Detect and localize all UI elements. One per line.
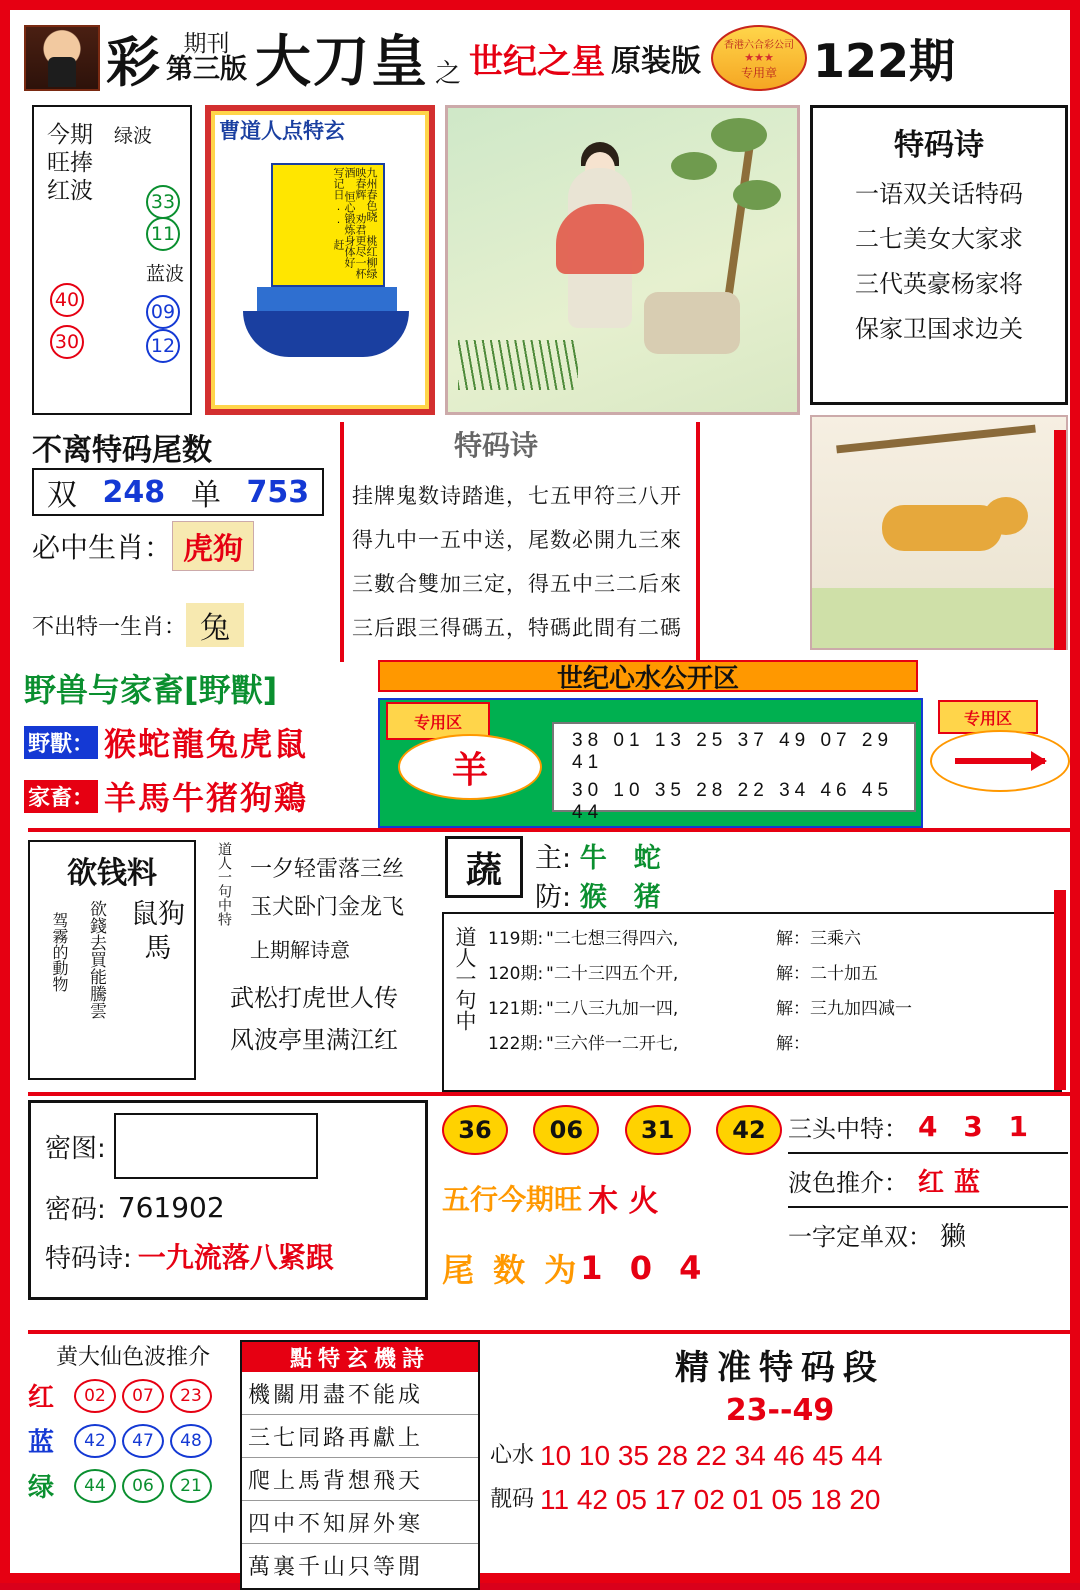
left-stats-title: 今期旺捧红波 [47, 122, 93, 204]
daoren-poem-side: 道人一句中特 [216, 842, 232, 926]
single-value: 753 [246, 474, 310, 510]
secret-box [28, 1100, 428, 1300]
sail-text: 九州春色晓 桃红柳绿映春辉 劝君更尽一杯酒 恒心锻炼身体好 写记日.. 赶 [332, 167, 378, 279]
dianshi-header [242, 1342, 478, 1372]
stamp-stars: ★★★ [744, 50, 774, 64]
beast-title: 野兽与家畜[野獸] [24, 671, 278, 709]
table-row [488, 1029, 1058, 1054]
row-text: "二十三四五个开, [546, 964, 679, 984]
dianshi-line: 爬上馬背想飛天 [242, 1458, 478, 1501]
series-title: 世纪之星 [469, 41, 606, 82]
color-label-red: 红 [28, 1383, 55, 1413]
jingzhun-range: 23--49 [725, 1393, 835, 1428]
jingzhun-title: 精准特码段 [675, 1348, 885, 1388]
money-main-value: 鼠狗馬 [131, 899, 185, 964]
open-numbers-row1: 38 01 13 25 37 49 07 29 41 [572, 730, 894, 773]
color-row-red [28, 1377, 238, 1414]
tiger-illustration [810, 415, 1068, 650]
previous-explain-label: 上期解诗意 [250, 938, 350, 962]
jingzhun-row-1 [490, 1440, 1070, 1472]
row-answer: 解：二十加五 [776, 964, 878, 984]
special-code-poem-box [810, 105, 1068, 405]
poem-line: 三代英豪杨家将 [855, 270, 1023, 298]
jingzhun-row-2 [490, 1484, 1070, 1516]
arrow-icon [955, 758, 1045, 764]
stamp-top-text: 香港六合彩公司 [724, 39, 795, 51]
money-side-left: 驾霧的動物 [50, 912, 69, 992]
money-title: 欲钱料 [67, 856, 157, 891]
color-number: 21 [170, 1469, 212, 1503]
table-row [488, 994, 1058, 1019]
color-number: 06 [122, 1469, 164, 1503]
row-issue: 119期: [488, 929, 544, 949]
excluded-value: 兔 [186, 603, 244, 647]
dianshi-title: 點特玄機詩 [289, 1346, 430, 1372]
daoren-history-box [442, 912, 1062, 1092]
zhu-label: 主: [535, 843, 572, 874]
issue-label [166, 33, 247, 83]
row-issue: 121期: [488, 999, 544, 1019]
lucky-ball: 31 [625, 1105, 691, 1155]
color-label-green: 绿 [28, 1473, 55, 1503]
left-flag: 专用区 [386, 702, 490, 740]
green-wave-label: 绿波 [114, 125, 153, 147]
zhu-value: 牛 蛇 [579, 843, 661, 874]
tail-number-value: 1 0 4 [580, 1249, 710, 1287]
divider [28, 828, 1070, 832]
poem-line: 二七美女大家求 [855, 225, 1023, 253]
stamp-bottom-text: 专用章 [741, 65, 778, 80]
main-title: 大刀皇 [255, 30, 429, 95]
tail-number-row [442, 1238, 782, 1298]
blue-number: 09 [146, 295, 180, 329]
leaf-shape [671, 152, 717, 180]
row-issue: 122期: [488, 1034, 544, 1054]
poem-line: 一语双关话特码 [855, 180, 1023, 208]
secret-code-label: 密码: [45, 1195, 106, 1225]
poem-line: 保家卫国求边关 [855, 315, 1023, 343]
daoren-poem-line3: 武松打虎世人传 [230, 984, 398, 1012]
boat-illustration [205, 105, 435, 415]
zodiac-oval-value: 羊 [451, 749, 488, 791]
color-number: 42 [74, 1424, 116, 1458]
daoren-poem-line2: 玉犬卧门金龙飞 [250, 895, 405, 920]
bose-row [788, 1154, 1068, 1208]
row-answer: 解：三乘六 [776, 929, 861, 949]
row-answer: 解：三九加四减一 [776, 999, 912, 1019]
color-row-blue [28, 1422, 238, 1459]
santou-row [788, 1100, 1068, 1154]
secret-image-row [45, 1113, 425, 1179]
blue-number: 12 [146, 329, 180, 363]
daoren-poem-box [210, 838, 438, 1088]
row-text: "二七想三得四六, [546, 929, 679, 949]
color-row-green [28, 1467, 238, 1504]
color-number: 07 [122, 1379, 164, 1413]
red-number: 30 [50, 325, 84, 359]
tail-title-row [32, 425, 332, 468]
dianshi-line: 萬裏千山只等閒 [248, 1554, 424, 1580]
fang-value: 猴 猪 [579, 882, 661, 913]
issue-label-bottom: 第三版 [166, 54, 247, 85]
color-number: 47 [122, 1424, 164, 1458]
shu-char: 蔬 [465, 849, 502, 891]
middle-poem-box [340, 422, 700, 662]
secret-image [114, 1113, 318, 1179]
dianshi-line: 四中不知屏外寒 [242, 1501, 478, 1544]
arrow-oval [930, 730, 1070, 792]
fang-row [535, 875, 835, 914]
double-value: 248 [102, 474, 166, 510]
middle-poem-line: 挂牌鬼数诗踏進，七五甲符三八开 [352, 484, 682, 508]
jingzhun-box [490, 1340, 1070, 1590]
lucky-balls-row [442, 1100, 782, 1160]
jingzhun-row2-numbers: 11 42 05 17 02 01 05 18 20 [540, 1484, 881, 1515]
bose-red: 红 [918, 1167, 945, 1198]
shu-char-box [445, 836, 523, 898]
santou-label: 三头中特： [788, 1114, 908, 1143]
money-side-mid: 欲錢去買能騰雲 [86, 900, 106, 1019]
leaf-shape [711, 118, 767, 152]
santou-value: 4 3 1 [918, 1109, 1036, 1143]
daoren-poem-line4: 风波亭里满江红 [230, 1026, 398, 1054]
open-area-panel [378, 698, 923, 828]
tail-values-box [32, 468, 324, 516]
lucky-ball: 36 [442, 1105, 508, 1155]
shawl-shape [556, 204, 644, 274]
must-hit-zodiac-row [32, 515, 332, 577]
issue-label-top: 期刊 [183, 31, 230, 57]
open-area-band [378, 660, 918, 692]
divider [28, 1330, 1070, 1334]
secret-poem-label: 特码诗: [45, 1243, 132, 1274]
leaf-shape [733, 180, 781, 210]
wuxing-value: 木 火 [588, 1184, 659, 1219]
dianshi-box [240, 1340, 480, 1590]
domestic-beast-row [24, 773, 376, 819]
red-number: 40 [50, 283, 84, 317]
page-header [20, 18, 1080, 98]
portrait-photo [24, 25, 100, 91]
dianshi-line: 機關用盡不能成 [242, 1372, 478, 1415]
bose-label: 波色推介： [788, 1168, 908, 1197]
green-number: 33 [146, 185, 180, 219]
middle-poem-line: 三后跟三得碼五，特碼此間有二碼 [352, 616, 682, 640]
dianshi-line: 三七同路再獻上 [242, 1415, 478, 1458]
huangdaxian-title: 黄大仙色波推介 [55, 1345, 210, 1370]
branch-shape [836, 425, 1036, 454]
tail-title: 不离特码尾数 [32, 433, 212, 468]
wild-beast-row [24, 719, 376, 765]
jingzhun-row2-label: 靓码 [490, 1487, 535, 1512]
domestic-beast-tag: 家畜： [24, 780, 98, 813]
table-row [488, 924, 1058, 949]
boat-hull [243, 311, 409, 357]
color-number: 48 [170, 1424, 212, 1458]
official-stamp-icon [711, 25, 807, 91]
daoren-history-side: 道人一句中 [453, 926, 477, 1031]
divider [1054, 890, 1066, 1090]
color-number: 44 [74, 1469, 116, 1503]
bose-blue: 蓝 [954, 1167, 981, 1198]
color-number: 02 [74, 1379, 116, 1413]
yizi-value: 獭 [940, 1221, 967, 1252]
divider [1054, 430, 1066, 650]
tail-number-label: 尾 数 为 [442, 1251, 581, 1289]
lucky-ball: 06 [533, 1105, 599, 1155]
middle-poem-lines [352, 480, 696, 656]
open-area-title: 世纪心水公开区 [556, 663, 739, 694]
blue-wave-label: 蓝波 [146, 263, 185, 285]
wuxing-label: 五行今期旺 [442, 1183, 583, 1216]
ground-shape [812, 588, 1066, 648]
poem-title: 特码诗 [894, 128, 984, 163]
secret-image-label: 密图: [45, 1133, 106, 1164]
row-answer: 解： [776, 1034, 810, 1054]
huangdaxian-box [28, 1340, 238, 1580]
open-numbers-row2: 30 10 35 28 22 34 46 45 44 [572, 780, 894, 823]
left-stats-box [32, 105, 192, 415]
secret-code-value: 761902 [117, 1191, 225, 1224]
secret-poem-value: 一九流落八紧跟 [137, 1241, 334, 1274]
double-label: 双 [46, 478, 77, 513]
yizi-row [788, 1208, 1068, 1260]
zhu-row [535, 836, 835, 875]
lady-illustration [445, 105, 800, 415]
wild-beast-values: 猴蛇龍兔虎鼠 [104, 725, 309, 763]
must-hit-value: 虎狗 [172, 521, 254, 571]
rock-shape [644, 292, 740, 354]
issue-number: 122期 [813, 34, 956, 88]
must-hit-label: 必中生肖： [32, 531, 173, 564]
row-text: "三六伴一二开七, [546, 1034, 679, 1054]
edition-label: 原装版 [611, 44, 702, 79]
boat-title: 曹道人点特玄 [219, 119, 345, 143]
excluded-label: 不出特一生肖： [32, 614, 187, 640]
daoren-history-rows [488, 924, 1058, 1064]
right-flag: 专用区 [938, 700, 1038, 734]
color-label-blue: 蓝 [28, 1428, 55, 1458]
title-zhi: 之 [435, 59, 462, 89]
green-number: 11 [146, 217, 180, 251]
single-label: 单 [190, 478, 221, 513]
wild-beast-tag: 野獸： [24, 726, 98, 759]
secret-poem-row [45, 1236, 425, 1276]
zhu-fang-box [535, 836, 835, 913]
grass-shape [458, 340, 578, 390]
middle-poem-title: 特码诗 [454, 429, 539, 462]
secret-code-row [45, 1189, 425, 1226]
color-number: 23 [170, 1379, 212, 1413]
jingzhun-row1-numbers: 10 10 35 28 22 34 46 45 44 [540, 1440, 883, 1471]
tiger-head-shape [984, 497, 1028, 535]
money-tip-box [28, 840, 196, 1080]
open-area-numbers [552, 722, 916, 823]
middle-poem-line: 得九中一五中送，尾数必開九三來 [352, 528, 682, 552]
daoren-poem-line1: 一夕轻雷落三丝 [250, 857, 405, 882]
wuxing-row [442, 1170, 782, 1226]
table-row [488, 959, 1058, 984]
zodiac-oval [398, 734, 542, 800]
row-issue: 120期: [488, 964, 544, 984]
lucky-ball: 42 [716, 1105, 782, 1155]
jingzhun-row1-label: 心水 [490, 1443, 535, 1468]
beast-box [24, 665, 376, 825]
yizi-label: 一字定单双： [788, 1222, 932, 1251]
logo-cai: 彩 [106, 30, 160, 94]
right-info-box [788, 1100, 1068, 1300]
domestic-beast-values: 羊馬牛猪狗鶏 [104, 779, 309, 817]
row-text: "二八三九加一四, [546, 999, 679, 1019]
middle-poem-line: 三數合雙加三定，得五中三二后來 [352, 572, 682, 596]
divider [28, 1092, 1070, 1096]
fang-label: 防: [535, 882, 572, 913]
excluded-zodiac-row [32, 595, 332, 655]
